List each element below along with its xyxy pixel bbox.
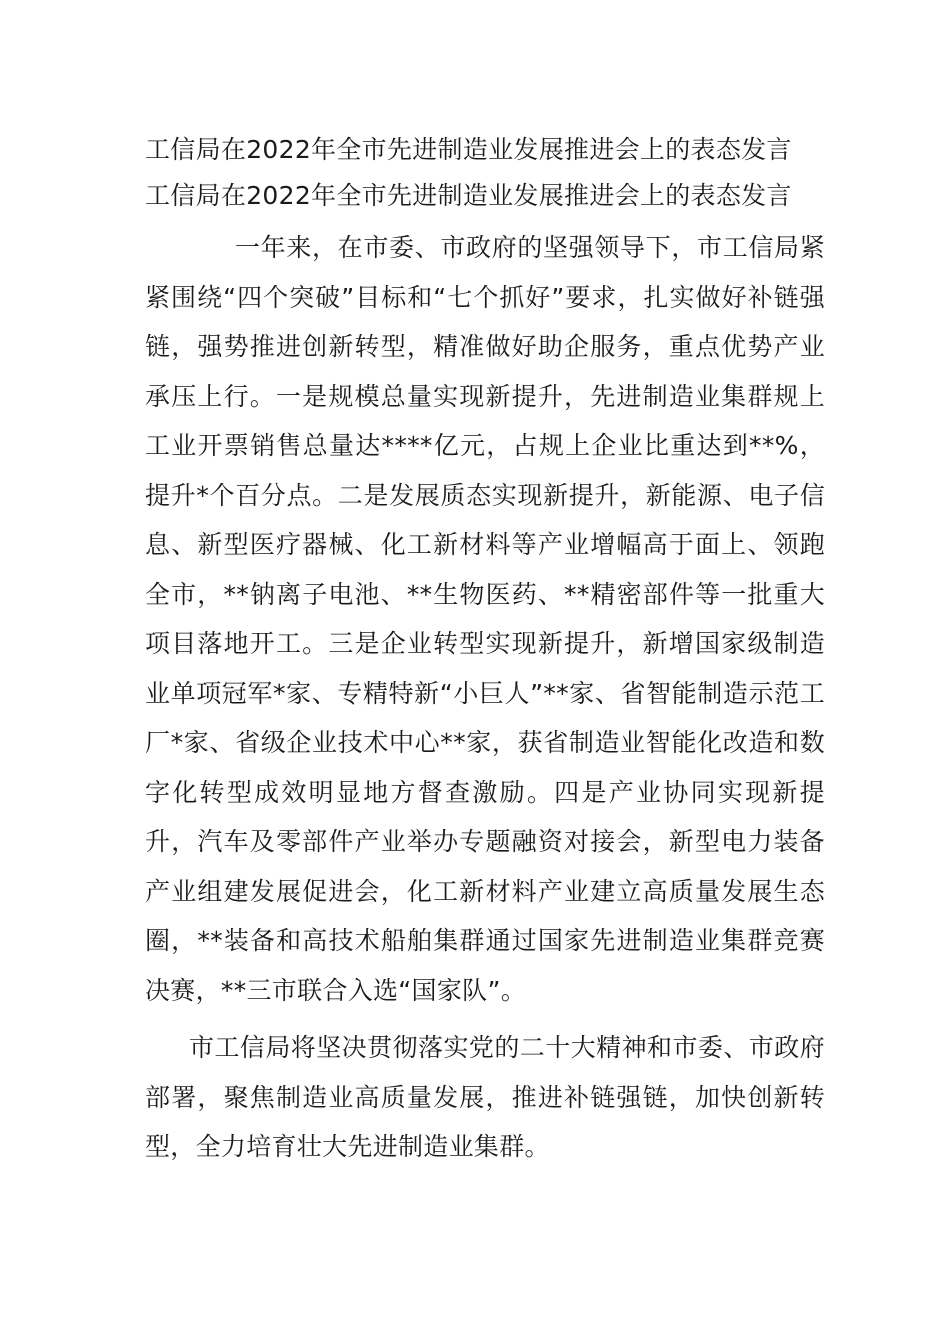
paragraph-commitment: 市工信局将坚决贯彻落实党的二十大精神和市委、市政府部署，聚焦制造业高质量发展，推进补链强链，加快创新转型，全力培育壮大先进制造业集群。 bbox=[145, 1033, 825, 1161]
document-title-line-2: 工信局在2022年全市先进制造业发展推进会上的表态发言 bbox=[145, 181, 792, 210]
document-title-line-1: 工信局在2022年全市先进制造业发展推进会上的表态发言 bbox=[145, 135, 792, 164]
paragraph-summary: 一年来，在市委、市政府的坚强领导下，市工信局紧紧围绕“四个突破”目标和“七个抓好”要求，扎实做好补链强链，强势推进创新转型，精准做好助企服务，重点优势产业承压上行。一是规模总量实现新提升，先进制造业集群规上工业开票销售总量达****亿元，占规上企业比重达到**%，提升*个百分点。二是发展质态实现新提升，新能源、电子信息、新型医疗器械、化工新材料等产业增幅高于面上、领跑全市，**钠离子电池、**生物医药、**精密部件等一批重大项目落地开工。三是企业转型实现新提升，新增国家级制造业单项冠军*家、专精特新“小巨人”**家、省智能制造示范工厂*家、省级企业技术中心**家，获省制造业智能化改造和数字化转型成效明显地方督查激励。四是产业协同实现新提升，汽车及零部件产业举办专题融资对接会，新型电力装备产业组建发展促进会，化工新材料产业建立高质量发展生态圈，**装备和高技术船舶集群通过国家先进制造业集群竞赛决赛，**三市联合入选“国家队”。 bbox=[145, 233, 825, 1005]
document-body bbox=[145, 127, 825, 1172]
